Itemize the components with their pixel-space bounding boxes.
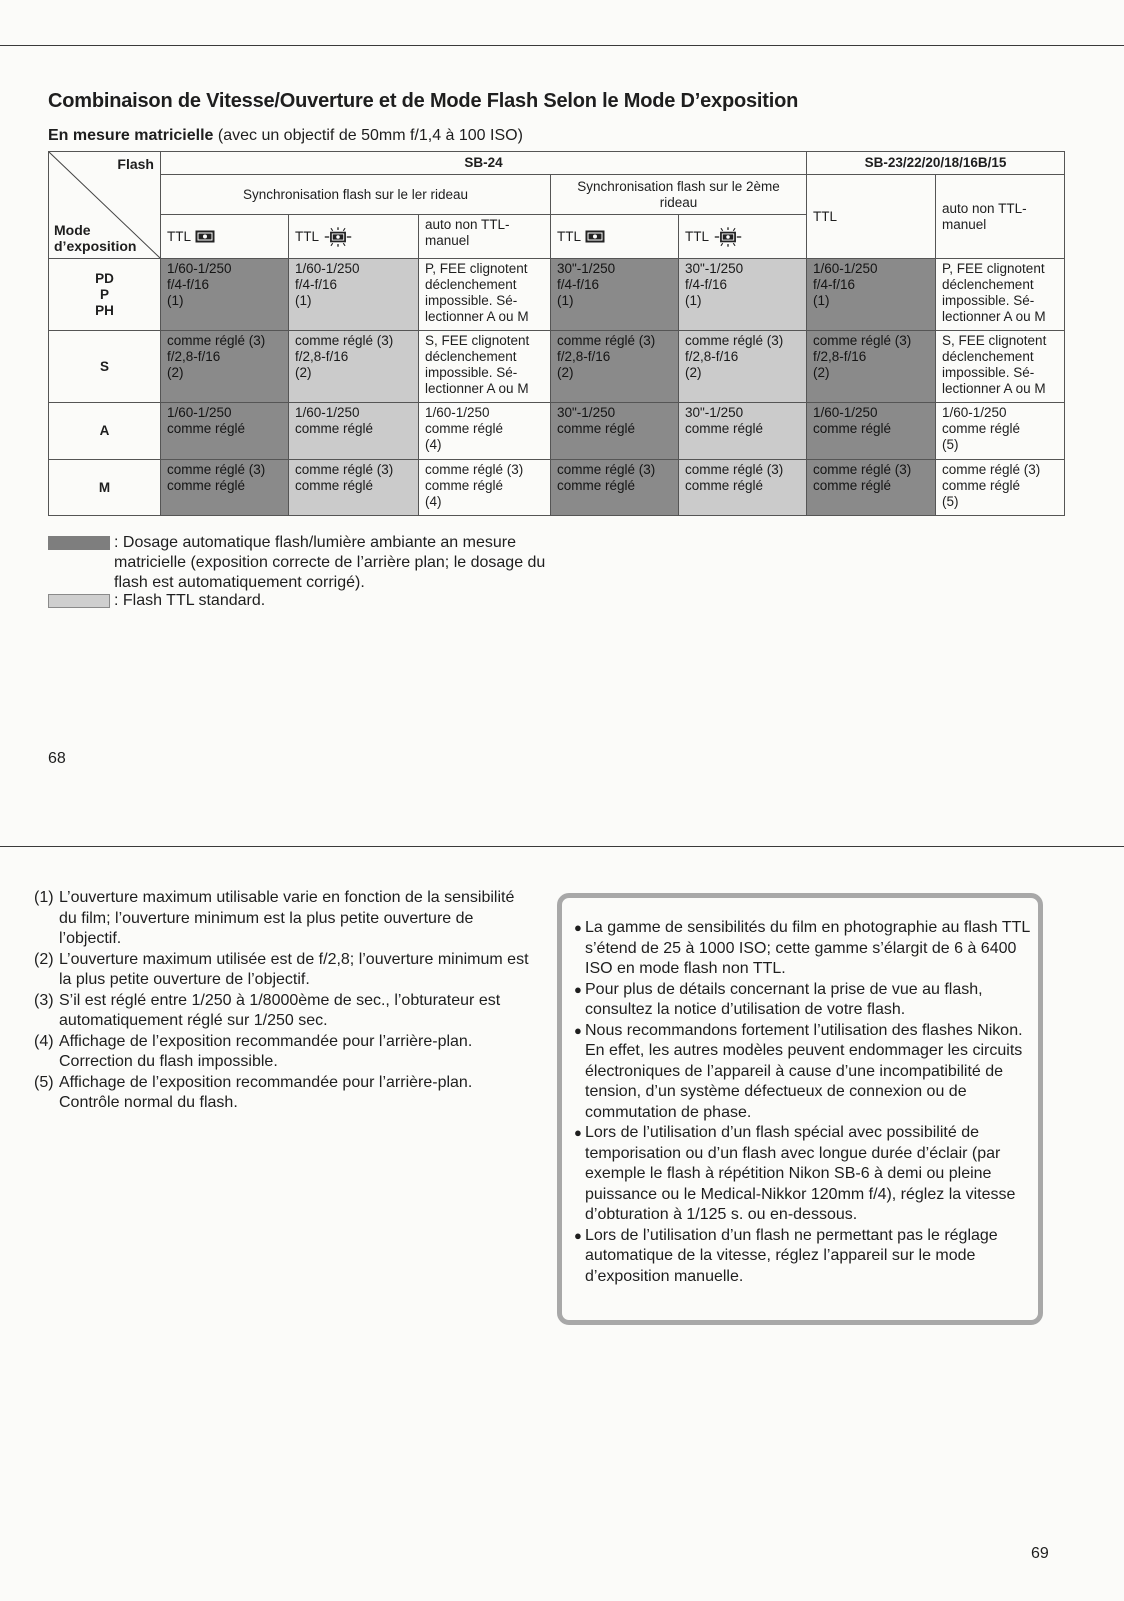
notes-box-list <box>574 918 1032 1287</box>
col-ttl-3 <box>551 215 679 259</box>
col-sb23-ttl: TTL <box>807 175 936 259</box>
footnote-number: (1) <box>34 889 54 906</box>
col-ttl-1-label: TTL <box>167 228 192 244</box>
footnote-text: L’ouverture maximum utilisée est de f/2,8; l’ouverture minimum est la plus petite ouverture de l’objectif. <box>59 950 529 988</box>
matrix-flash-icon <box>585 230 605 243</box>
middle-rule <box>0 846 1124 847</box>
table-cell: 1/60-1/250 comme réglé (5) <box>936 403 1065 460</box>
matrix-fill-flash-icon <box>323 227 353 247</box>
legend-light-swatch <box>48 594 110 608</box>
footnote-text: L’ouverture maximum utilisable varie en fonction de la sensibilité du film; l’ouverture minimum est la plus petite ouverture de l’objectif. <box>59 889 515 947</box>
bullet-icon: ● <box>574 1022 582 1038</box>
bullet-icon: ● <box>574 920 582 935</box>
table-cell: comme réglé (3) comme réglé (5) <box>936 460 1065 516</box>
note-bullet-text: La gamme de sensibilités du film en photographie au flash TTL s’étend de 25 à 1000 ISO; cette gamme s’élargit de 6 à 6400 ISO en mode flash non TTL. <box>585 919 1030 977</box>
table-cell: 30"-1/250 f/4-f/16 (1) <box>551 259 679 331</box>
table-cell: 1/60-1/250 f/4-f/16 (1) <box>807 259 936 331</box>
col-sb23-auto: auto non TTL-manuel <box>936 175 1065 259</box>
note-bullet-text: Lors de l’utilisation d’un flash spécial avec possibilité de temporisation ou d’un flash avec longue durée d’éclair (par exemple le flash à répétition Nikon SB-6 à demi ou pleine puissance ou le Medical-Nikkor 120mm f/4), réglez la vitesse d’obturation à 1/125 s. ou en-dessous. <box>585 1124 1016 1223</box>
footnotes-list <box>34 888 534 1114</box>
note-bullet-text: Pour plus de détails concernant la prise de vue au flash, consultez la notice d’utilisation de votre flash. <box>585 980 983 1018</box>
table-cell: 30"-1/250 comme réglé <box>551 403 679 460</box>
corner-mode-label <box>54 222 144 254</box>
table-cell: comme réglé (3) comme réglé <box>551 460 679 516</box>
legend-dark <box>48 533 554 593</box>
table-row <box>49 259 1065 331</box>
group-sb23: SB-23/22/20/18/16B/15 <box>807 152 1065 175</box>
table-cell: S, FEE clignotent déclenchement impossible. Sé- lectionner A ou M <box>419 331 551 403</box>
table-cell: 1/60-1/250 comme réglé <box>161 403 289 460</box>
footnote-number: (3) <box>34 991 54 1009</box>
footnote-text: Affichage de l’exposition recommandée pour l’arrière-plan. Contrôle normal du flash. <box>59 1073 473 1111</box>
mode-flash-table <box>48 151 1065 516</box>
footnote-item <box>34 888 534 950</box>
col-auto-1: auto non TTL-manuel <box>419 215 551 259</box>
footnote-text: S’il est réglé entre 1/250 à 1/8000ème de sec., l’obturateur est automatiquement réglé sur 1/250 sec. <box>59 991 501 1029</box>
mode-label: PD P PH <box>49 259 161 331</box>
col-ttl-4 <box>679 215 807 259</box>
table-cell: comme réglé (3) f/2,8-f/16 (2) <box>679 331 807 403</box>
matrix-flash-icon <box>195 230 215 243</box>
table-cell: 1/60-1/250 f/4-f/16 (1) <box>161 259 289 331</box>
table-cell: comme réglé (3) f/2,8-f/16 (2) <box>551 331 679 403</box>
footnote-number: (4) <box>34 1032 54 1050</box>
footnote-item <box>34 1032 534 1073</box>
table-row <box>49 403 1065 460</box>
table-cell: comme réglé (3) comme réglé <box>289 460 419 516</box>
legend-dark-text: : Dosage automatique flash/lumière ambiante an mesure matricielle (exposition correcte de l’arrière plan; le dosage du flash est automatiquement corrigé). <box>114 534 546 591</box>
footnote-number: (2) <box>34 950 54 968</box>
notes-box <box>557 893 1043 1325</box>
note-bullet-text: Nous recommandons fortement l’utilisation des flashes Nikon. En effet, les autres modèles peuvent endommager les circuits électroniques de l’appareil à cause d’une incompatibilité de tension, d’un système défectueux de connexion ou de commutation de phase. <box>585 1021 1023 1121</box>
note-bullet-item <box>574 918 1032 980</box>
note-bullet-item <box>574 980 1032 1021</box>
table-cell: P, FEE clignotent déclenchement impossible. Sé- lectionner A ou M <box>936 259 1065 331</box>
legend-dark-swatch <box>48 536 110 550</box>
mode-label: S <box>49 331 161 403</box>
bullet-icon: ● <box>574 1227 582 1243</box>
sub-first-curtain: Synchronisation flash sur le ler rideau <box>161 175 551 215</box>
group-sb24: SB-24 <box>161 152 807 175</box>
corner-flash-label: Flash <box>117 156 154 172</box>
table-cell: comme réglé (3) comme réglé <box>161 460 289 516</box>
col-ttl-4-label: TTL <box>685 228 710 244</box>
footnote-number: (5) <box>34 1073 54 1091</box>
top-rule <box>0 45 1124 46</box>
table-cell: 1/60-1/250 comme réglé <box>289 403 419 460</box>
bullet-icon: ● <box>574 1125 582 1140</box>
col-ttl-2 <box>289 215 419 259</box>
col-ttl-1 <box>161 215 289 259</box>
mode-label: A <box>49 403 161 460</box>
note-bullet-item <box>574 1226 1032 1288</box>
note-bullet-text: Lors de l’utilisation d’un flash ne permettant pas le réglage automatique de la vitesse, réglez l’appareil sur le mode d’exposition manuelle. <box>585 1226 998 1285</box>
page-number-left: 68 <box>48 750 66 767</box>
table-cell: comme réglé (3) comme réglé <box>679 460 807 516</box>
col-ttl-2-label: TTL <box>295 228 320 244</box>
legend-light-text: : Flash TTL standard. <box>114 592 266 609</box>
footnote-text: Affichage de l’exposition recommandée pour l’arrière-plan. Correction du flash impossible. <box>59 1032 473 1070</box>
footnote-item <box>34 991 534 1032</box>
legend-light <box>48 591 554 611</box>
note-bullet-item <box>574 1021 1032 1124</box>
table-row <box>49 460 1065 516</box>
table-cell: 30"-1/250 f/4-f/16 (1) <box>679 259 807 331</box>
subtitle-bold: En mesure matricielle <box>48 127 214 144</box>
col-ttl-3-label: TTL <box>557 228 582 244</box>
table-cell: comme réglé (3) comme réglé (4) <box>419 460 551 516</box>
table-cell: comme réglé (3) comme réglé <box>807 460 936 516</box>
table-row <box>49 331 1065 403</box>
table-cell: 1/60-1/250 comme réglé <box>807 403 936 460</box>
page-number-right: 69 <box>1031 1545 1049 1562</box>
corner-cell <box>49 152 161 259</box>
table-cell: comme réglé (3) f/2,8-f/16 (2) <box>807 331 936 403</box>
sub-second-curtain: Synchronisation flash sur le 2ème rideau <box>551 175 807 215</box>
mode-label: M <box>49 460 161 516</box>
table-cell: S, FEE clignotent déclenchement impossible. Sé- lectionner A ou M <box>936 331 1065 403</box>
page-subtitle <box>48 127 523 145</box>
footnote-item <box>34 950 534 991</box>
table-cell: comme réglé (3) f/2,8-f/16 (2) <box>161 331 289 403</box>
table-cell: 30"-1/250 comme réglé <box>679 403 807 460</box>
corner-mode-text: Mode d’exposition <box>54 222 137 254</box>
table-cell: P, FEE clignotent déclenchement impossible. Sé- lectionner A ou M <box>419 259 551 331</box>
matrix-fill-flash-icon <box>713 227 743 247</box>
table-cell: 1/60-1/250 f/4-f/16 (1) <box>289 259 419 331</box>
page-title: Combinaison de Vitesse/Ouverture et de Mode Flash Selon le Mode D’exposition <box>48 90 799 112</box>
footnote-item <box>34 1073 534 1114</box>
table-cell: 1/60-1/250 comme réglé (4) <box>419 403 551 460</box>
bullet-icon: ● <box>574 981 582 997</box>
table-cell: comme réglé (3) f/2,8-f/16 (2) <box>289 331 419 403</box>
note-bullet-item <box>574 1123 1032 1226</box>
subtitle-rest: (avec un objectif de 50mm f/1,4 à 100 ISO) <box>213 127 523 144</box>
